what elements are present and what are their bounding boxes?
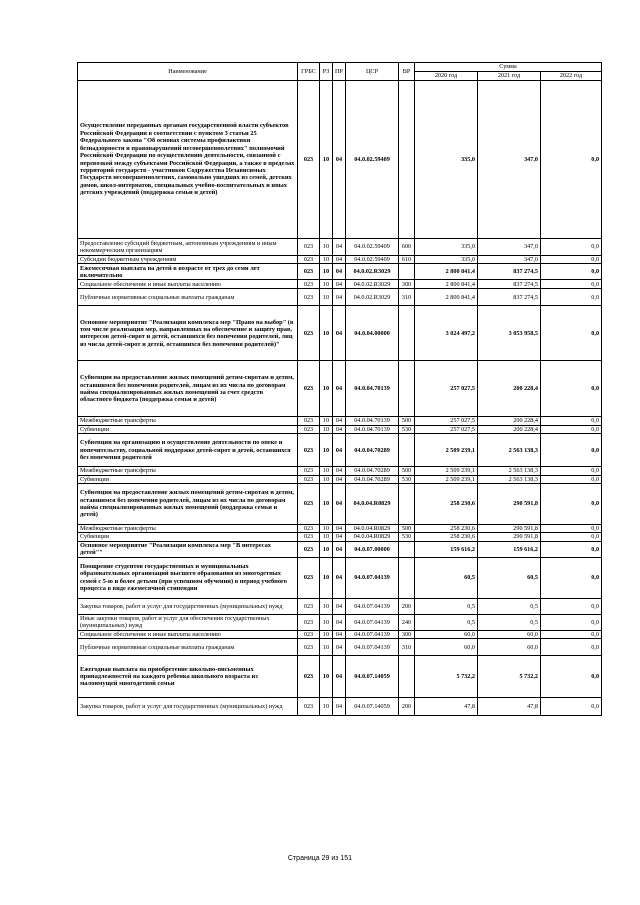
cell-2020: 258 230,6: [415, 484, 478, 525]
cell-rz: 10: [320, 475, 333, 483]
cell-grbs: 023: [298, 239, 320, 256]
cell-vr: [399, 541, 415, 557]
cell-2020: 257 027,5: [415, 425, 478, 433]
cell-2022: 0,0: [541, 557, 602, 598]
table-row: [78, 417, 602, 425]
cell-2020: 3 024 497,2: [415, 306, 478, 361]
cell-pr: 04: [333, 306, 346, 361]
cell-csr: 04.0.07.14059: [346, 698, 399, 716]
cell-grbs: 023: [298, 289, 320, 306]
cell-vr: [399, 361, 415, 417]
cell-name: Субвенции: [78, 475, 298, 483]
cell-2020: 5 732,2: [415, 656, 478, 698]
cell-2020: 2 800 841,4: [415, 264, 478, 280]
cell-vr: 240: [399, 614, 415, 630]
cell-2022: 0,0: [541, 264, 602, 280]
cell-grbs: 023: [298, 361, 320, 417]
cell-grbs: 023: [298, 475, 320, 483]
cell-2021: 47,8: [478, 698, 541, 716]
cell-csr: 04.0.07.04139: [346, 630, 399, 638]
cell-pr: 04: [333, 81, 346, 239]
table-row: [78, 81, 602, 239]
cell-2020: 0,5: [415, 598, 478, 614]
cell-grbs: 023: [298, 81, 320, 239]
cell-grbs: 023: [298, 598, 320, 614]
cell-rz: 10: [320, 434, 333, 467]
cell-name: Ежегодная выплата на приобретение школьно-письменных принадлежностей на каждого ребенка школьного возраста из малоимущей многодетной семьи: [78, 656, 298, 698]
cell-pr: 04: [333, 280, 346, 289]
cell-pr: 04: [333, 239, 346, 256]
cell-pr: 04: [333, 598, 346, 614]
cell-csr: 04.0.07.04139: [346, 557, 399, 598]
cell-vr: 500: [399, 525, 415, 533]
header-grbs: ГРБС: [298, 63, 320, 81]
cell-2020: 257 027,5: [415, 417, 478, 425]
cell-name: Субсидии бюджетным учреждениям: [78, 256, 298, 264]
cell-pr: 04: [333, 425, 346, 433]
cell-2022: 0,0: [541, 630, 602, 638]
cell-pr: 04: [333, 541, 346, 557]
cell-name: Социальное обеспечение и иные выплаты населению: [78, 280, 298, 289]
cell-rz: 10: [320, 557, 333, 598]
cell-csr: 04.0.04.00000: [346, 306, 399, 361]
cell-rz: 10: [320, 289, 333, 306]
table-row: [78, 525, 602, 533]
cell-pr: 04: [333, 256, 346, 264]
cell-2020: 60,5: [415, 557, 478, 598]
cell-vr: [399, 264, 415, 280]
table-row: [78, 306, 602, 361]
cell-rz: 10: [320, 306, 333, 361]
table-row: [78, 289, 602, 306]
cell-rz: 10: [320, 417, 333, 425]
cell-pr: 04: [333, 361, 346, 417]
cell-rz: 10: [320, 639, 333, 656]
cell-pr: 04: [333, 639, 346, 656]
cell-2021: 290 591,8: [478, 533, 541, 541]
cell-grbs: 023: [298, 484, 320, 525]
cell-csr: 04.0.04.70289: [346, 475, 399, 483]
cell-pr: 04: [333, 484, 346, 525]
cell-name: Межбюджетные трансферты: [78, 417, 298, 425]
cell-name: Основное мероприятие "Реализация комплекса мер "В интересах детей"": [78, 541, 298, 557]
cell-grbs: 023: [298, 639, 320, 656]
cell-2021: 2 563 138,3: [478, 434, 541, 467]
cell-pr: 04: [333, 614, 346, 630]
cell-rz: 10: [320, 541, 333, 557]
cell-pr: 04: [333, 467, 346, 475]
cell-2020: 2 509 239,1: [415, 475, 478, 483]
table-row: [78, 598, 602, 614]
cell-vr: 610: [399, 256, 415, 264]
cell-2021: 0,5: [478, 614, 541, 630]
cell-vr: [399, 484, 415, 525]
table-row: [78, 425, 602, 433]
header-csr: ЦСР: [346, 63, 399, 81]
header-rz: РЗ: [320, 63, 333, 81]
cell-2020: 258 230,6: [415, 525, 478, 533]
cell-name: Предоставление субсидий бюджетным, автономным учреждениям и иным некоммерческим организациям: [78, 239, 298, 256]
cell-2022: 0,0: [541, 475, 602, 483]
cell-2021: 60,0: [478, 630, 541, 638]
cell-rz: 10: [320, 614, 333, 630]
cell-2020: 258 230,6: [415, 533, 478, 541]
cell-pr: 04: [333, 698, 346, 716]
cell-grbs: 023: [298, 656, 320, 698]
cell-rz: 10: [320, 598, 333, 614]
cell-2022: 0,0: [541, 434, 602, 467]
cell-vr: 530: [399, 533, 415, 541]
cell-2022: 0,0: [541, 484, 602, 525]
cell-2022: 0,0: [541, 533, 602, 541]
cell-2022: 0,0: [541, 81, 602, 239]
header-pr: ПР: [333, 63, 346, 81]
cell-2020: 257 027,5: [415, 361, 478, 417]
cell-2020: 47,8: [415, 698, 478, 716]
header-vr: ВР: [399, 63, 415, 81]
cell-csr: 04.0.07.04139: [346, 598, 399, 614]
cell-rz: 10: [320, 280, 333, 289]
cell-vr: [399, 656, 415, 698]
cell-grbs: 023: [298, 425, 320, 433]
cell-rz: 10: [320, 698, 333, 716]
cell-vr: 500: [399, 417, 415, 425]
cell-csr: 04.0.02.59409: [346, 256, 399, 264]
cell-grbs: 023: [298, 256, 320, 264]
cell-vr: [399, 557, 415, 598]
cell-csr: 04.0.04.70139: [346, 417, 399, 425]
table-header: [78, 63, 602, 81]
cell-grbs: 023: [298, 557, 320, 598]
cell-csr: 04.0.07.04139: [346, 639, 399, 656]
cell-rz: 10: [320, 656, 333, 698]
cell-2021: 5 732,2: [478, 656, 541, 698]
cell-csr: 04.0.04.70139: [346, 361, 399, 417]
cell-pr: 04: [333, 557, 346, 598]
page-number: Страница 29 из 151: [287, 855, 353, 862]
cell-2021: 159 616,2: [478, 541, 541, 557]
cell-name: Субвенции на предоставление жилых помещений детям-сиротам и детям, оставшимся без попечения родителей, лицам из их числа по договорам найма специализированных жилых помещений за счет средств областного бюджета (поддержка семьи и детей): [78, 361, 298, 417]
cell-name: Поощрение студентов государственных и муниципальных образовательных организаций высшего образования из многодетных семей с 5-ю и более детьми (при успешном обучении) в период учебного процесса в виде ежемесячной стипендии: [78, 557, 298, 598]
cell-vr: 300: [399, 280, 415, 289]
cell-vr: [399, 434, 415, 467]
budget-table: [77, 62, 602, 716]
cell-2022: 0,0: [541, 614, 602, 630]
cell-vr: 300: [399, 630, 415, 638]
cell-grbs: 023: [298, 434, 320, 467]
cell-rz: 10: [320, 256, 333, 264]
cell-name: Субвенции: [78, 425, 298, 433]
cell-2020: 2 800 841,4: [415, 280, 478, 289]
cell-name: Публичные нормативные социальные выплаты гражданам: [78, 289, 298, 306]
cell-name: Межбюджетные трансферты: [78, 525, 298, 533]
cell-pr: 04: [333, 533, 346, 541]
cell-vr: [399, 306, 415, 361]
table-row: [78, 467, 602, 475]
cell-2020: 60,0: [415, 639, 478, 656]
cell-2022: 0,0: [541, 639, 602, 656]
cell-2021: 0,5: [478, 598, 541, 614]
cell-grbs: 023: [298, 614, 320, 630]
cell-grbs: 023: [298, 698, 320, 716]
cell-grbs: 023: [298, 264, 320, 280]
cell-2021: 60,5: [478, 557, 541, 598]
cell-csr: 04.0.07.00000: [346, 541, 399, 557]
cell-name: Субвенции на предоставление жилых помещений детям-сиротам и детям, оставшимся без попечения родителей, лицам из их числа по договорам найма специализированных жилых помещений (поддержка семьи и детей): [78, 484, 298, 525]
table-row: [78, 698, 602, 716]
cell-pr: 04: [333, 417, 346, 425]
cell-2022: 0,0: [541, 417, 602, 425]
table-row: [78, 264, 602, 280]
cell-name: Межбюджетные трансферты: [78, 467, 298, 475]
cell-csr: 04.0.02.59409: [346, 81, 399, 239]
cell-name: Иные закупки товаров, работ и услуг для обеспечения государственных (муниципальных) нужд: [78, 614, 298, 630]
cell-2021: 347,0: [478, 239, 541, 256]
cell-name: Закупка товаров, работ и услуг для государственных (муниципальных) нужд: [78, 598, 298, 614]
table-row: [78, 256, 602, 264]
cell-2020: 2 800 841,4: [415, 289, 478, 306]
cell-2022: 0,0: [541, 525, 602, 533]
cell-csr: 04.0.02.R3029: [346, 289, 399, 306]
cell-grbs: 023: [298, 525, 320, 533]
cell-grbs: 023: [298, 467, 320, 475]
table-body: [78, 81, 602, 716]
cell-pr: 04: [333, 525, 346, 533]
table-row: [78, 484, 602, 525]
cell-name: Субвенции: [78, 533, 298, 541]
cell-csr: 04.0.02.59409: [346, 239, 399, 256]
cell-2022: 0,0: [541, 656, 602, 698]
cell-name: Закупка товаров, работ и услуг для государственных (муниципальных) нужд: [78, 698, 298, 716]
table-row: [78, 361, 602, 417]
cell-vr: [399, 81, 415, 239]
cell-2020: 2 509 239,1: [415, 467, 478, 475]
cell-name: Основное мероприятие "Реализация комплекса мер "Право на выбор" (в том числе реализация мер, направленных на обеспечение и защиту прав, интересов детей-сирот и детей, оставшихся без попечения родителей, лиц из числа детей-сирот и детей, оставшихся без попечения родителей)": [78, 306, 298, 361]
cell-2020: 335,0: [415, 256, 478, 264]
cell-2021: 837 274,5: [478, 264, 541, 280]
cell-vr: 530: [399, 475, 415, 483]
cell-rz: 10: [320, 525, 333, 533]
cell-2021: 3 053 958,5: [478, 306, 541, 361]
cell-vr: 310: [399, 639, 415, 656]
table-row: [78, 475, 602, 483]
cell-csr: 04.0.04.70289: [346, 434, 399, 467]
cell-csr: 04.0.02.R3029: [346, 280, 399, 289]
cell-pr: 04: [333, 434, 346, 467]
cell-pr: 04: [333, 630, 346, 638]
cell-vr: 500: [399, 467, 415, 475]
header-2020: 2020 год: [415, 72, 478, 81]
cell-name: Ежемесячная выплата на детей в возрасте от трех до семи лет включительно: [78, 264, 298, 280]
cell-vr: 530: [399, 425, 415, 433]
cell-pr: 04: [333, 475, 346, 483]
table-row: [78, 533, 602, 541]
cell-csr: 04.0.02.R3029: [346, 264, 399, 280]
cell-2022: 0,0: [541, 361, 602, 417]
cell-2022: 0,0: [541, 541, 602, 557]
cell-grbs: 023: [298, 533, 320, 541]
cell-pr: 04: [333, 264, 346, 280]
cell-2021: 290 591,8: [478, 484, 541, 525]
table-row: [78, 541, 602, 557]
cell-csr: 04.0.07.04139: [346, 614, 399, 630]
cell-grbs: 023: [298, 306, 320, 361]
cell-2021: 2 563 138,3: [478, 467, 541, 475]
cell-grbs: 023: [298, 541, 320, 557]
cell-rz: 10: [320, 484, 333, 525]
cell-vr: 310: [399, 289, 415, 306]
cell-2020: 0,5: [415, 614, 478, 630]
cell-2021: 837 274,5: [478, 289, 541, 306]
cell-2022: 0,0: [541, 280, 602, 289]
cell-rz: 10: [320, 264, 333, 280]
table-row: [78, 614, 602, 630]
cell-2022: 0,0: [541, 467, 602, 475]
cell-rz: 10: [320, 630, 333, 638]
cell-rz: 10: [320, 361, 333, 417]
cell-2022: 0,0: [541, 425, 602, 433]
cell-2021: 2 563 138,3: [478, 475, 541, 483]
header-2021: 2021 год: [478, 72, 541, 81]
cell-2020: 60,0: [415, 630, 478, 638]
cell-rz: 10: [320, 81, 333, 239]
table-row: [78, 630, 602, 638]
table-row: [78, 280, 602, 289]
cell-grbs: 023: [298, 417, 320, 425]
header-name: Наименование: [78, 63, 298, 81]
table-row: [78, 434, 602, 467]
cell-2021: 200 228,4: [478, 425, 541, 433]
cell-2022: 0,0: [541, 306, 602, 361]
cell-2022: 0,0: [541, 698, 602, 716]
cell-2022: 0,0: [541, 598, 602, 614]
header-sum: Сумма: [415, 63, 602, 72]
header-2022: 2022 год: [541, 72, 602, 81]
cell-2022: 0,0: [541, 239, 602, 256]
table-row: [78, 656, 602, 698]
cell-name: Осуществление переданных органам государственной власти субъектов Российской Федерации в соответствии с пунктом 3 статьи 25 Федерального закона "Об основах системы профилактики безнадзорности и правонарушений несовершеннолетних" полномочий Российской Федерации по осуществлению деятельности, связанной с перевозкой между субъектами Российской Федерации, а также в пределах территорий государств - участников Содружества Независимых Государств несовершеннолетних, самовольно ушедших из семей, детских домов, школ-интернатов, специальных учебно-воспитательных и иных детских учреждений (поддержка семьи и детей): [78, 81, 298, 239]
cell-2021: 290 591,8: [478, 525, 541, 533]
cell-csr: 04.0.04.70139: [346, 425, 399, 433]
cell-2020: 2 509 239,1: [415, 434, 478, 467]
table-row: [78, 639, 602, 656]
cell-name: Субвенции на организацию и осуществление деятельности по опеке и попечительству, социальной поддержке детей-сирот и детей, оставшихся без попечения родителей: [78, 434, 298, 467]
cell-2020: 159 616,2: [415, 541, 478, 557]
cell-vr: 600: [399, 239, 415, 256]
cell-2021: 60,0: [478, 639, 541, 656]
cell-rz: 10: [320, 425, 333, 433]
cell-rz: 10: [320, 533, 333, 541]
cell-2022: 0,0: [541, 256, 602, 264]
cell-rz: 10: [320, 467, 333, 475]
cell-vr: 200: [399, 598, 415, 614]
cell-2021: 200 228,4: [478, 361, 541, 417]
cell-name: Социальное обеспечение и иные выплаты населению: [78, 630, 298, 638]
cell-rz: 10: [320, 239, 333, 256]
cell-2021: 347,0: [478, 256, 541, 264]
table-row: [78, 557, 602, 598]
cell-2021: 837 274,5: [478, 280, 541, 289]
cell-pr: 04: [333, 656, 346, 698]
cell-2020: 335,0: [415, 81, 478, 239]
cell-pr: 04: [333, 289, 346, 306]
cell-csr: 04.0.04.R0829: [346, 525, 399, 533]
cell-csr: 04.0.07.14059: [346, 656, 399, 698]
cell-2020: 335,0: [415, 239, 478, 256]
cell-name: Публичные нормативные социальные выплаты гражданам: [78, 639, 298, 656]
cell-2021: 347,0: [478, 81, 541, 239]
cell-2021: 200 228,4: [478, 417, 541, 425]
cell-csr: 04.0.04.R0829: [346, 533, 399, 541]
cell-vr: 200: [399, 698, 415, 716]
cell-grbs: 023: [298, 280, 320, 289]
cell-grbs: 023: [298, 630, 320, 638]
cell-csr: 04.0.04.R0829: [346, 484, 399, 525]
cell-2022: 0,0: [541, 289, 602, 306]
table-row: [78, 239, 602, 256]
cell-csr: 04.0.04.70289: [346, 467, 399, 475]
